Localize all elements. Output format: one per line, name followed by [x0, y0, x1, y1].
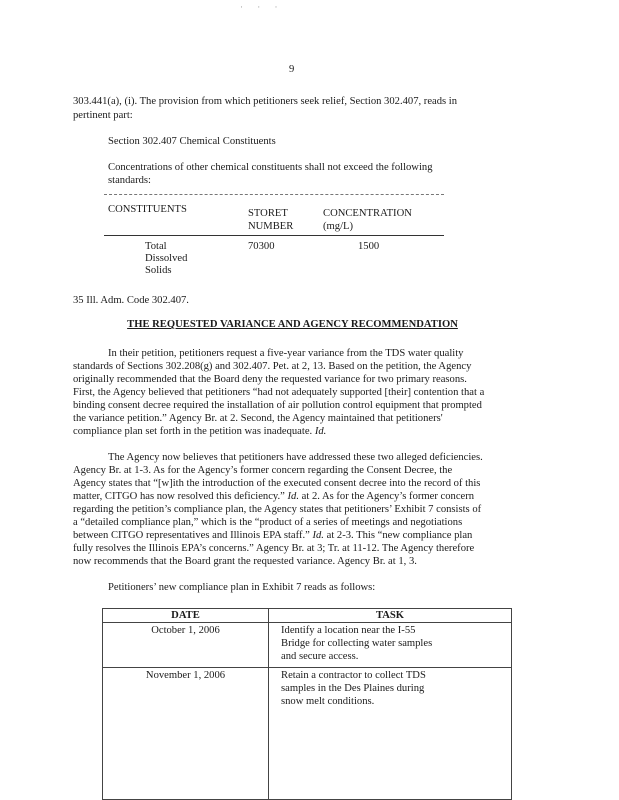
para2-line-4	[73, 490, 474, 503]
task-line: Identify a location near the I-55	[281, 625, 416, 636]
para1-line-3: originally recommended that the Board deny the requested variance for two primary reasons.	[73, 374, 467, 385]
para2-line-1: The Agency now believes that petitioners have addressed these two alleged deficiencies.	[108, 452, 483, 463]
para2-line-7	[73, 529, 472, 542]
para1-line-4: First, the Agency believed that petitioners “had not adequately supported [their] contention that a	[73, 387, 485, 398]
table-row	[103, 668, 512, 800]
para2-line-4-a: matter, CITGO has now resolved this deficiency.”	[73, 491, 288, 502]
para2-line-4-c: at 2. As for the Agency’s former concern	[299, 491, 475, 502]
para2-id-cite-2: Id.	[312, 530, 324, 541]
table-row	[103, 623, 512, 668]
col-concentration-1: CONCENTRATION	[323, 208, 412, 219]
col-storet-1: STORET	[248, 208, 288, 219]
page-number: 9	[289, 64, 295, 75]
para1-line-1: In their petition, petitioners request a five-year variance from the TDS water quality	[108, 348, 464, 359]
section-heading: THE REQUESTED VARIANCE AND AGENCY RECOMMENDATION	[127, 319, 458, 330]
row-date: October 1, 2006	[103, 623, 269, 668]
row-date: November 1, 2006	[103, 668, 269, 800]
task-line: and secure access.	[281, 651, 359, 662]
row-task	[269, 623, 512, 668]
section-title: Section 302.407 Chemical Constituents	[108, 136, 276, 147]
constituent-line-2: Dissolved	[145, 253, 188, 264]
para1-line-2: standards of Sections 302.208(g) and 302.407. Pet. at 2, 13. Based on the petition, the Agency	[73, 361, 472, 372]
col-storet-2: NUMBER	[248, 221, 294, 232]
storet-value: 70300	[248, 241, 275, 252]
quote-line-1: Concentrations of other chemical constituents shall not exceed the following	[108, 162, 433, 173]
table-top-rule	[104, 194, 444, 195]
task-line: Retain a contractor to collect TDS	[281, 670, 426, 681]
table-header-row	[103, 609, 512, 623]
para2-line-6: a “detailed compliance plan,” which is the “product of a series of meetings and negotiations	[73, 517, 463, 528]
header-date: DATE	[103, 609, 269, 623]
para1-line-6: the variance petition.” Agency Br. at 2. Second, the Agency maintained that petitioners'	[73, 413, 443, 424]
para1-line-7	[73, 425, 326, 438]
para2-id-cite-1: Id.	[287, 491, 300, 502]
para1-id-cite: Id.	[314, 426, 327, 437]
header-task: TASK	[269, 609, 512, 623]
para1-line-7-text: compliance plan set forth in the petition was inadequate.	[73, 426, 315, 437]
constituent-line-3: Solids	[145, 265, 172, 276]
task-line: snow melt conditions.	[281, 696, 375, 707]
quote-line-2: standards:	[108, 175, 151, 186]
task-line: samples in the Des Plaines during	[281, 683, 425, 694]
para2-line-7-c: at 2-3. This “new compliance plan	[323, 530, 473, 541]
para2-line-3: Agency states that “[w]ith the introduction of the executed consent decree into the record of this	[73, 478, 481, 489]
col-concentration-2: (mg/L)	[323, 221, 354, 232]
table-header-rule	[104, 235, 444, 236]
row-task	[269, 668, 512, 800]
constituent-line-1: Total	[145, 241, 167, 252]
para2-line-5: regarding the petition’s compliance plan, the Agency states that petitioners’ Exhibit 7 consists of	[73, 504, 482, 515]
task-line: Bridge for collecting water samples	[281, 638, 433, 649]
para2-line-9: now recommends that the Board grant the requested variance. Agency Br. at 1, 3.	[73, 556, 417, 567]
compliance-plan-table	[102, 608, 512, 800]
concentration-value: 1500	[358, 241, 380, 252]
citation: 35 Ill. Adm. Code 302.407.	[73, 295, 189, 306]
para2-line-7-a: between CITGO representatives and Illinois EPA staff.”	[73, 530, 313, 541]
scan-specks: · · ·	[240, 2, 284, 12]
intro-line-2: pertinent part:	[73, 110, 133, 121]
para1-line-5: binding consent decree required the installation of air pollution control equipment that prompted	[73, 400, 482, 411]
plan-intro: Petitioners’ new compliance plan in Exhibit 7 reads as follows:	[108, 582, 376, 593]
para2-line-2: Agency Br. at 1-3. As for the Agency’s former concern regarding the Consent Decree, the	[73, 465, 453, 476]
col-constituents: CONSTITUENTS	[108, 204, 187, 215]
para2-line-8: fully resolves the Illinois EPA’s concerns.” Agency Br. at 3; Tr. at 11-12. The Agency therefore	[73, 543, 475, 554]
intro-line-1: 303.441(a), (i). The provision from which petitioners seek relief, Section 302.407, reads in	[73, 96, 458, 107]
